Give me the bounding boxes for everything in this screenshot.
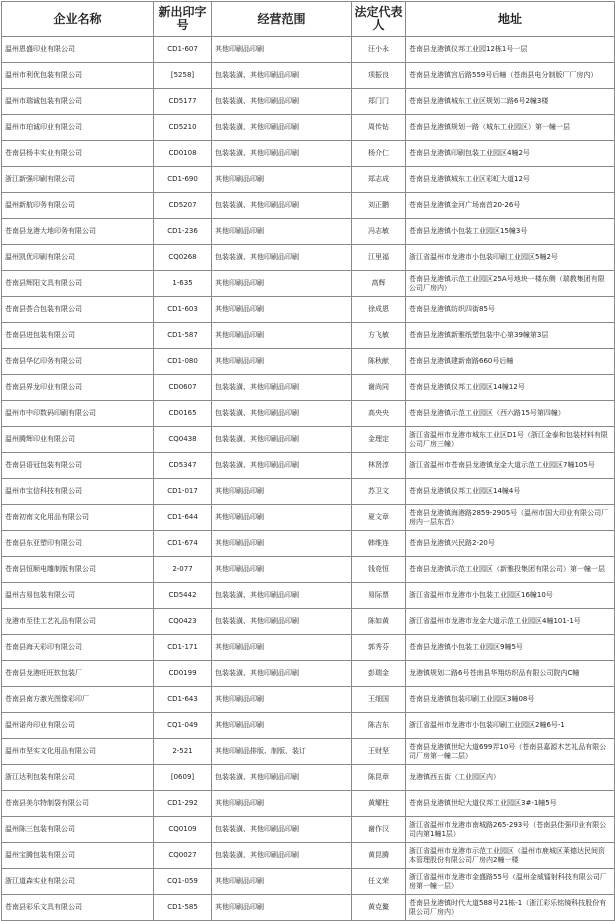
address-cell: 苍南县龙港镇示范工业园区（西六路15号第四幢） [406,401,615,427]
table-row [2,557,615,583]
table-row [2,115,615,141]
address-cell: 苍南县龙港镇金河广场南首20-26号 [406,193,615,219]
business-scope-cell: 其他印刷品印刷 [212,869,352,895]
license-number-cell: 2-521 [154,739,212,765]
address-cell: 苍南县龙港镇世纪大道仪邦工业园区3#-1幢5号 [406,791,615,817]
business-scope-cell: 包装装潢、其他印刷品印刷 [212,375,352,401]
company-name-cell: 浙江道森实业有限公司 [2,869,154,895]
legal-representative-cell: 王财坚 [352,739,406,765]
license-number-cell: CD5442 [154,583,212,609]
table-row [2,63,615,89]
license-number-cell: CD1-587 [154,323,212,349]
legal-representative-cell: 谢作汉 [352,817,406,843]
table-row [2,687,615,713]
address-cell: 浙江省温州市龙港市小包装印刷工业园区5幢2号 [406,245,615,271]
license-number-cell: [5258] [154,63,212,89]
company-name-cell: 苍南初南文化用品有限公司 [2,505,154,531]
company-name-cell: 温州宝腾包装有限公司 [2,843,154,869]
company-name-cell: 苍南县华亿印务有限公司 [2,349,154,375]
table-row [2,635,615,661]
company-name-cell: 温州市利优包装有限公司 [2,63,154,89]
address-cell: 苍南县龙港镇兴民路2-20号 [406,531,615,557]
company-name-cell: 苍南县美尔特制袋有限公司 [2,791,154,817]
table-row [2,713,615,739]
legal-representative-cell: 冯志敏 [352,219,406,245]
legal-representative-cell: 陈吉东 [352,713,406,739]
legal-representative-cell: 汪小永 [352,37,406,63]
license-number-cell: CD0165 [154,401,212,427]
business-scope-cell: 其他印刷品印刷 [212,219,352,245]
license-number-cell: [0609] [154,765,212,791]
business-scope-cell: 其他印刷品印刷 [212,479,352,505]
table-row [2,375,615,401]
legal-representative-cell: 徐成恩 [352,297,406,323]
address-cell: 苍南县龙港镇城东工业区彩虹大道12号 [406,167,615,193]
license-number-cell: CD1-643 [154,687,212,713]
legal-representative-cell: 项振良 [352,63,406,89]
business-scope-cell: 包装装潢、其他印刷品印刷 [212,89,352,115]
business-scope-cell: 其他印刷品印刷 [212,687,352,713]
business-scope-cell: 其他印刷品印刷 [212,557,352,583]
legal-representative-cell: 高央央 [352,401,406,427]
company-name-cell: 苍南县东亚塑印有限公司 [2,531,154,557]
business-scope-cell: 包装装潢、其他印刷品印刷 [212,141,352,167]
business-scope-cell: 包装装潢、其他印刷品印刷 [212,401,352,427]
address-cell: 浙江省温州市龙港市小包装工业园区16幢10号 [406,583,615,609]
company-name-cell: 苍南县恒顺电雕制版有限公司 [2,557,154,583]
address-cell: 苍南县龙港镇包装印刷工业园区3幢08号 [406,687,615,713]
license-number-cell: CD0108 [154,141,212,167]
address-cell: 浙江省温州市龙港市城东工业区D1号（浙江金泰和包装材料有限公司厂房三幢） [406,427,615,453]
company-name-cell: 浙江新强印刷有限公司 [2,167,154,193]
legal-representative-cell: 陈昆章 [352,765,406,791]
legal-representative-cell: 彭瑞金 [352,661,406,687]
license-number-cell: CQ1-059 [154,869,212,895]
company-name-cell: 温州市瑞诚包装有限公司 [2,89,154,115]
business-scope-cell: 其他印刷品印刷 [212,635,352,661]
legal-representative-cell: 郭秀芬 [352,635,406,661]
table-row [2,479,615,505]
address-cell: 苍南县龙港镇示范工业园区25A号地块一楼东侧（瑞教集团有限公司厂房内） [406,271,615,297]
company-name-cell: 苍南县进包装有限公司 [2,323,154,349]
address-cell: 苍南县龙港镇建新南路660号后幢 [406,349,615,375]
address-cell: 浙江省温州市龙港市金盛路55号（温州金威镭射科技有限公司厂房第一幢一层） [406,869,615,895]
business-scope-cell: 其他印刷品印刷 [212,531,352,557]
table-row [2,817,615,843]
company-name-cell: 龙港市至佳工艺礼品有限公司 [2,609,154,635]
legal-representative-cell: 陈秋献 [352,349,406,375]
header-business-scope: 经营范围 [212,2,352,37]
address-cell: 苍南县龙港镇仪邦工业园区14幢4号 [406,479,615,505]
company-name-cell: 苍南县辉阳文具有限公司 [2,271,154,297]
table-row [2,765,615,791]
company-name-cell: 浙江达利包装有限公司 [2,765,154,791]
company-name-cell: 温州恩盛印业有限公司 [2,37,154,63]
business-scope-cell: 包装装潢、其他印刷品印刷 [212,427,352,453]
business-scope-cell: 包装装潢、其他印刷品印刷 [212,661,352,687]
table-row [2,89,615,115]
address-cell: 苍南县龙港镇小包装工业园区15幢3号 [406,219,615,245]
address-cell: 浙江省温州市苍南县龙港镇龙金大道示范工业园区7幢105号 [406,453,615,479]
table-row [2,349,615,375]
license-number-cell: 1-635 [154,271,212,297]
address-cell: 苍南县龙港镇示范工业园区（新雅投集团有限公司）第一幢一层 [406,557,615,583]
company-name-cell: 苍南县彩乐文具有限公司 [2,895,154,921]
table-row [2,609,615,635]
table-row [2,245,615,271]
company-name-cell: 苍南县杨丰实业有限公司 [2,141,154,167]
license-number-cell: CD5347 [154,453,212,479]
business-scope-cell: 包装装潢、其他印刷品印刷 [212,817,352,843]
table-row [2,37,615,63]
company-name-cell: 温州市中印数码印刷有限公司 [2,401,154,427]
business-scope-cell: 其他印刷品印刷 [212,791,352,817]
business-scope-cell: 其他印刷品排版、制版、装订 [212,739,352,765]
license-number-cell: CD1-585 [154,895,212,921]
company-name-cell: 苍南县界龙印业有限公司 [2,375,154,401]
license-number-cell: CD1-236 [154,219,212,245]
company-name-cell: 苍南县南方激光图像彩印厂 [2,687,154,713]
legal-representative-cell: 王细国 [352,687,406,713]
license-number-cell: CD1-674 [154,531,212,557]
address-cell: 浙江省温州市龙港市南城路265-293号（苍南县佳强印业有限公司内第1幢1层） [406,817,615,843]
legal-representative-cell: 刘正鹏 [352,193,406,219]
legal-representative-cell: 金理定 [352,427,406,453]
address-cell: 苍南县龙港镇小包装工业园区9幢5号 [406,635,615,661]
company-name-cell: 温州诺舟印业有限公司 [2,713,154,739]
header-license-number: 新出印字号 [154,2,212,37]
table-row [2,505,615,531]
business-scope-cell: 其他印刷品印刷 [212,323,352,349]
business-scope-cell: 其他印刷品印刷 [212,297,352,323]
company-name-cell: 温州市珀诚印业有限公司 [2,115,154,141]
legal-representative-cell: 韩维连 [352,531,406,557]
table-row [2,531,615,557]
address-cell: 苍南县龙港镇城东工业区规划二路6号2幢3楼 [406,89,615,115]
enterprise-table [1,1,615,921]
address-cell: 苍南县龙港镇仪邦工业园12栋1号一层 [406,37,615,63]
company-name-cell: 温州凯优印刷有限公司 [2,245,154,271]
header-row [2,2,615,37]
table-row [2,271,615,297]
address-cell: 苍南县龙港镇新雅纸塑包装中心第39幢第3层 [406,323,615,349]
license-number-cell: 2-077 [154,557,212,583]
company-name-cell: 苍南县语冠包装有限公司 [2,453,154,479]
business-scope-cell: 包装装潢、其他印刷品印刷 [212,245,352,271]
business-scope-cell: 其他印刷品印刷 [212,895,352,921]
license-number-cell: CD5207 [154,193,212,219]
license-number-cell: CD0607 [154,375,212,401]
company-name-cell: 温州吉易包装有限公司 [2,583,154,609]
address-cell: 苍南县龙港镇印刷包装工业园区4幢2号 [406,141,615,167]
license-number-cell: CD0199 [154,661,212,687]
license-number-cell: CD1-292 [154,791,212,817]
business-scope-cell: 包装装潢、其他印刷品印刷 [212,609,352,635]
address-cell: 苍南县龙港镇时代大道588号21栋-1（浙江彩乐铭镜科技股份有限公司厂房内） [406,895,615,921]
table-row [2,297,615,323]
company-name-cell: 苍南县海天彩印有限公司 [2,635,154,661]
license-number-cell: CQ0027 [154,843,212,869]
license-number-cell: CQ0423 [154,609,212,635]
company-name-cell: 温州新航印务有限公司 [2,193,154,219]
business-scope-cell: 包装装潢、其他印刷品印刷 [212,765,352,791]
company-name-cell: 温州市宝信科技有限公司 [2,479,154,505]
license-number-cell: CD1-603 [154,297,212,323]
license-number-cell: CQ0109 [154,817,212,843]
business-scope-cell: 其他印刷品印刷 [212,505,352,531]
license-number-cell: CQ0268 [154,245,212,271]
address-cell: 龙港镇规划二路6号苍南县华翔纺织品有限公司院内C幢 [406,661,615,687]
license-number-cell: CQ0438 [154,427,212,453]
business-scope-cell: 其他印刷品印刷 [212,271,352,297]
business-scope-cell: 包装装潢、其他印刷品印刷 [212,115,352,141]
business-scope-cell: 包装装潢、其他印刷品印刷 [212,193,352,219]
license-number-cell: CD5210 [154,115,212,141]
business-scope-cell: 包装装潢、其他印刷品印刷 [212,63,352,89]
address-cell: 苍南县龙港镇海港路2859-2905号（温州市国大印业有限公司厂房内一层东首） [406,505,615,531]
legal-representative-cell: 黄耀柱 [352,791,406,817]
license-number-cell: CQ1-049 [154,713,212,739]
business-scope-cell: 其他印刷品印刷 [212,349,352,375]
business-scope-cell: 包装装潢、其他印刷品印刷 [212,843,352,869]
license-number-cell: CD1-171 [154,635,212,661]
address-cell: 龙港镇西五街（工业园区内） [406,765,615,791]
business-scope-cell: 其他印刷品印刷 [212,713,352,739]
company-name-cell: 苍南县龙港旺旺软包装厂 [2,661,154,687]
header-address: 地址 [406,2,615,37]
legal-representative-cell: 江里福 [352,245,406,271]
legal-representative-cell: 黄克鳌 [352,895,406,921]
license-number-cell: CD1-607 [154,37,212,63]
company-name-cell: 温州市坚实文化用品有限公司 [2,739,154,765]
company-name-cell: 苍南县龙港大地印务有限公司 [2,219,154,245]
legal-representative-cell: 易际票 [352,583,406,609]
legal-representative-cell: 周传钻 [352,115,406,141]
table-row [2,895,615,921]
header-company-name: 企业名称 [2,2,154,37]
address-cell: 苍南县龙港镇规划一路（城东工业园区）第一幢一层 [406,115,615,141]
legal-representative-cell: 钱竞恒 [352,557,406,583]
table-row [2,401,615,427]
license-number-cell: CD5177 [154,89,212,115]
address-cell: 苍南县龙港镇纺织四街85号 [406,297,615,323]
header-legal-representative: 法定代表人 [352,2,406,37]
legal-representative-cell: 高辉 [352,271,406,297]
legal-representative-cell: 黄昆腾 [352,843,406,869]
address-cell: 苍南县龙港镇宫后路559号后幢（苍南县电分制版厂厂房内） [406,63,615,89]
company-name-cell: 苍南县荟合包装有限公司 [2,297,154,323]
table-row [2,843,615,869]
table-row [2,453,615,479]
address-cell: 苍南县龙港镇仪邦工业园区14幢12号 [406,375,615,401]
table-row [2,739,615,765]
company-name-cell: 温州腾辉印业有限公司 [2,427,154,453]
legal-representative-cell: 陈如黄 [352,609,406,635]
legal-representative-cell: 郑志成 [352,167,406,193]
legal-representative-cell: 杨介仁 [352,141,406,167]
table-row [2,869,615,895]
business-scope-cell: 包装装潢、其他印刷品印刷 [212,453,352,479]
address-cell: 苍南县龙港镇世纪大道699弄10号（苍南县嘉源木艺礼品有限公司厂房第一幢二层） [406,739,615,765]
legal-representative-cell: 夏文章 [352,505,406,531]
address-cell: 浙江省温州市龙港市龙金大道示范工业园区4幢101-1号 [406,609,615,635]
table-row [2,583,615,609]
business-scope-cell: 包装装潢、其他印刷品印刷 [212,583,352,609]
legal-representative-cell: 谢尚同 [352,375,406,401]
company-name-cell: 温州陈三包装有限公司 [2,817,154,843]
legal-representative-cell: 任义荣 [352,869,406,895]
table-row [2,791,615,817]
address-cell: 浙江省温州市龙港市示范工业园区（温州市鹿城区莱德达民间资本管理股份有限公司厂房内2幢一楼 [406,843,615,869]
table-row [2,219,615,245]
table-row [2,661,615,687]
business-scope-cell: 其他印刷品印刷 [212,167,352,193]
table-row [2,323,615,349]
legal-representative-cell: 郑门门 [352,89,406,115]
legal-representative-cell: 林贤淳 [352,453,406,479]
table-row [2,167,615,193]
legal-representative-cell: 方飞敏 [352,323,406,349]
legal-representative-cell: 苏卫文 [352,479,406,505]
address-cell: 浙江省温州市龙港市小包装印刷工业园区2幢6号-1 [406,713,615,739]
table-row [2,141,615,167]
business-scope-cell: 其他印刷品印刷 [212,37,352,63]
license-number-cell: CD1-080 [154,349,212,375]
table-body [2,37,615,921]
license-number-cell: CD1-690 [154,167,212,193]
license-number-cell: CD1-644 [154,505,212,531]
license-number-cell: CD1-017 [154,479,212,505]
table-row [2,427,615,453]
table-row [2,193,615,219]
